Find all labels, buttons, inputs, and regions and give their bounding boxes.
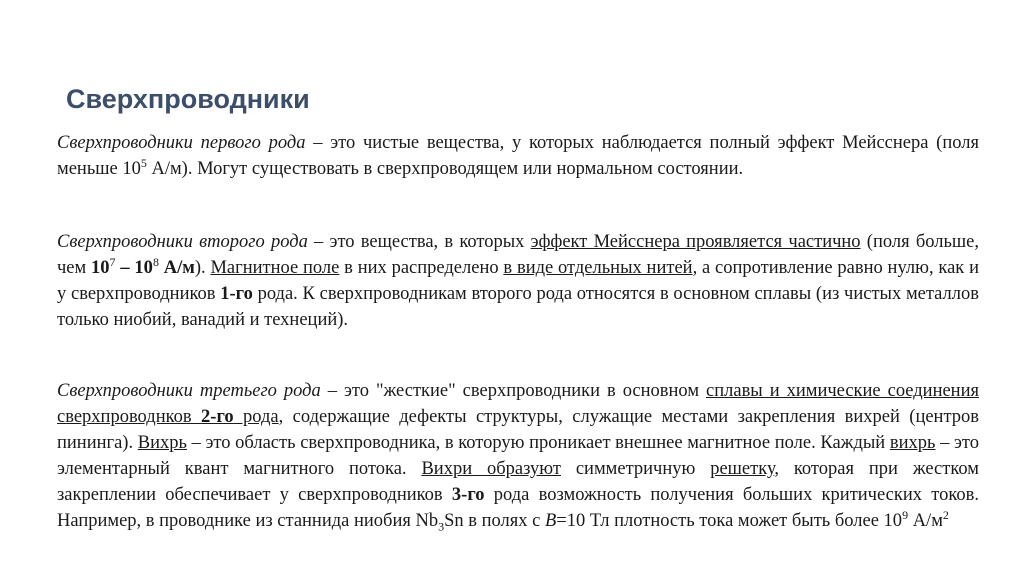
text-span: – это элементарный квант магнитного потока.: [57, 433, 980, 479]
text-span: А/м). Могут существовать в сверхпроводящем или нормальном состоянии.: [146, 159, 744, 179]
underlined-text: Магнитное поле: [210, 258, 340, 278]
text-span: симметричную: [560, 459, 711, 479]
text-span: , которая при жестком закреплении обеспечивает у сверхпроводников: [57, 459, 979, 505]
text-span: рода: [233, 407, 279, 427]
bold-text: А/м: [158, 258, 195, 278]
underlined-text: Вихри образуют: [421, 459, 561, 479]
bold-text: – 10: [115, 258, 153, 278]
text-span: ).: [194, 258, 211, 278]
text-span: сплавы и химические соединения сверхпроводнков: [57, 381, 979, 427]
superscript: 5: [140, 155, 147, 170]
underlined-text: в виде отдельных нитей: [503, 258, 693, 278]
text-span: =10 Тл плотность тока может быть более 10: [556, 511, 903, 531]
bold-text: 1-го: [220, 284, 253, 304]
term-type-1: Сверхпроводники первого рода: [57, 133, 306, 153]
paragraph-type-1: [57, 130, 979, 182]
superscript: 7: [109, 254, 116, 269]
underlined-text: вихрь: [889, 433, 936, 453]
text-span: , содержащие дефекты структуры, служащие местами закрепления вихрей (центров пининга).: [57, 407, 979, 453]
text-span: Sn в полях с: [444, 511, 545, 531]
text-span: – это вещества, в которых: [307, 232, 531, 252]
paragraph-type-3: [57, 378, 979, 534]
text-span: – это "жесткие" сверхпроводники в основном: [320, 381, 707, 401]
superscript: 9: [902, 507, 909, 522]
slide-title: Сверхпроводники: [66, 84, 310, 114]
text-span: – это область сверхпроводника, в которую проникает внешнее магнитное поле. Каждый: [186, 433, 890, 453]
text-span: – это чистые вещества, у которых наблюдается полный эффект Мейсснера (поля меньше 10: [57, 133, 979, 179]
underlined-text: решетку: [710, 459, 775, 479]
subscript: 3: [438, 519, 445, 534]
superscript: 8: [152, 254, 159, 269]
bold-text: 3-го: [451, 485, 485, 505]
bold-text: 10: [91, 258, 110, 278]
text-span: (поля больше, чем: [57, 232, 979, 278]
italic-text: B: [544, 511, 557, 531]
text-span: рода. К сверхпроводникам второго рода относятся в основном сплавы (из чистых металлов только ниобий, ванадий и технеций).: [57, 284, 979, 330]
paragraph-type-2: [57, 229, 979, 333]
underlined-text: эффект Мейсснера проявляется частично: [530, 232, 861, 252]
bold-text: 2-го: [201, 407, 234, 427]
term-type-2: Сверхпроводники второго рода: [57, 232, 308, 252]
text-span: в них распределено: [339, 258, 504, 278]
text-span: рода возможность получения больших критических токов. Например, в проводнике из станнида ниобия Nb: [57, 485, 979, 531]
underlined-text: Вихрь: [137, 433, 187, 453]
text-span: А/м: [908, 511, 943, 531]
term-type-3: Сверхпроводники третьего рода: [57, 381, 321, 401]
superscript: 2: [942, 507, 949, 522]
text-span: , а сопротивление равно нулю, как и у сверхпроводников: [57, 258, 979, 304]
